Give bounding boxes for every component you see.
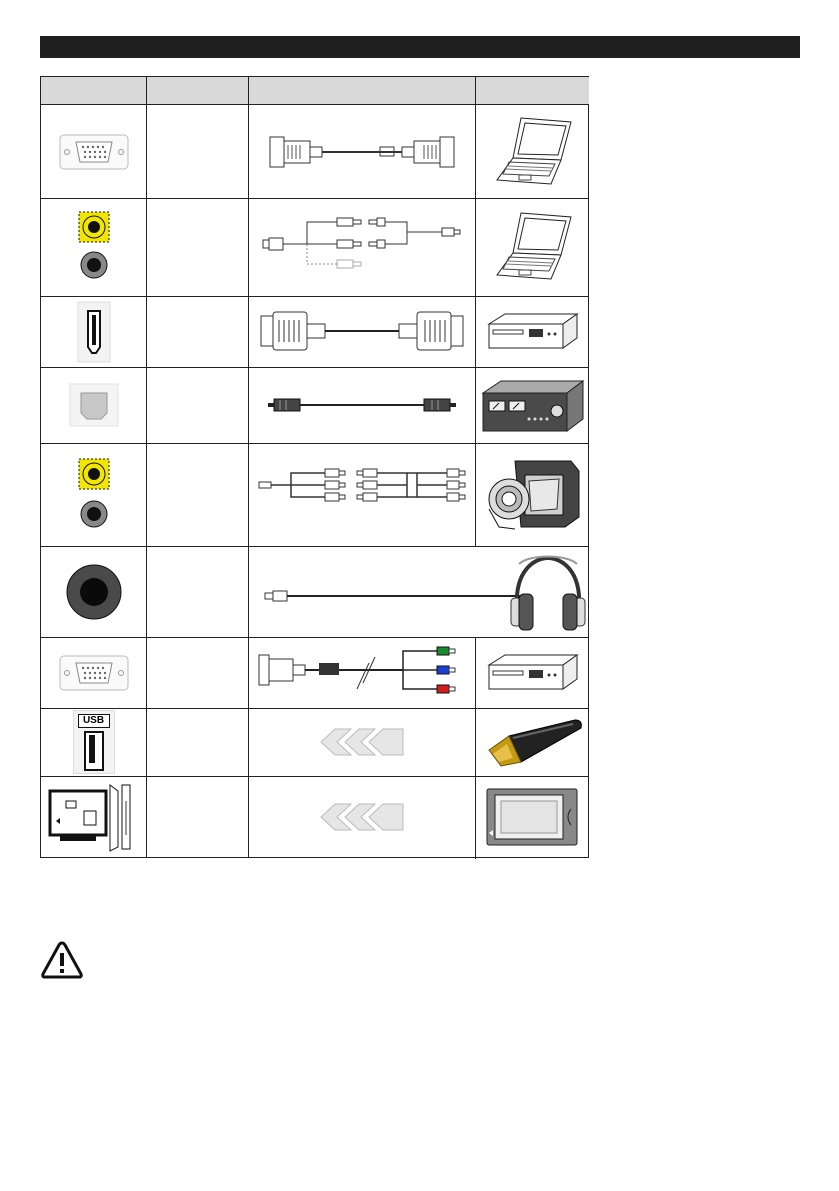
av-in-jack-icon — [41, 443, 146, 546]
vga-port-icon — [41, 105, 146, 198]
table-header-connector — [41, 77, 146, 105]
dvd-player-icon — [476, 296, 589, 367]
ypbpr-vga-port-icon — [41, 637, 146, 708]
optical-spdif-port-icon — [41, 367, 146, 443]
usb-stick-icon — [476, 708, 589, 776]
audio-rca-cable — [249, 198, 475, 296]
vga-cable — [249, 105, 475, 198]
optical-cable — [249, 367, 475, 443]
usb-port-icon — [41, 708, 146, 776]
usb-label: USB — [78, 714, 110, 728]
insert-arrows — [249, 708, 475, 776]
audio-in-jack-icon — [41, 198, 146, 296]
cam-module-icon — [476, 776, 589, 857]
headphone-jack-icon — [41, 546, 146, 637]
table-header-cables — [249, 77, 476, 105]
dvd-player-icon — [476, 637, 589, 708]
hdmi-port-icon — [41, 296, 146, 367]
amplifier-icon — [476, 367, 589, 443]
ci-slot-icon — [41, 776, 146, 857]
ypbpr-component-cable — [249, 637, 475, 708]
laptop-icon — [476, 198, 589, 296]
headphones-icon — [509, 552, 587, 632]
camcorder-icon — [476, 443, 589, 546]
connection-table — [40, 76, 589, 858]
headphone-cable — [249, 546, 589, 637]
table-header-device — [476, 77, 589, 105]
laptop-icon — [476, 105, 589, 198]
av-rca-cable — [249, 443, 475, 546]
hdmi-cable — [249, 296, 475, 367]
section-header-bar — [40, 36, 800, 58]
table-header-type — [146, 77, 249, 105]
warning-icon — [40, 940, 84, 980]
insert-arrows — [249, 776, 475, 857]
